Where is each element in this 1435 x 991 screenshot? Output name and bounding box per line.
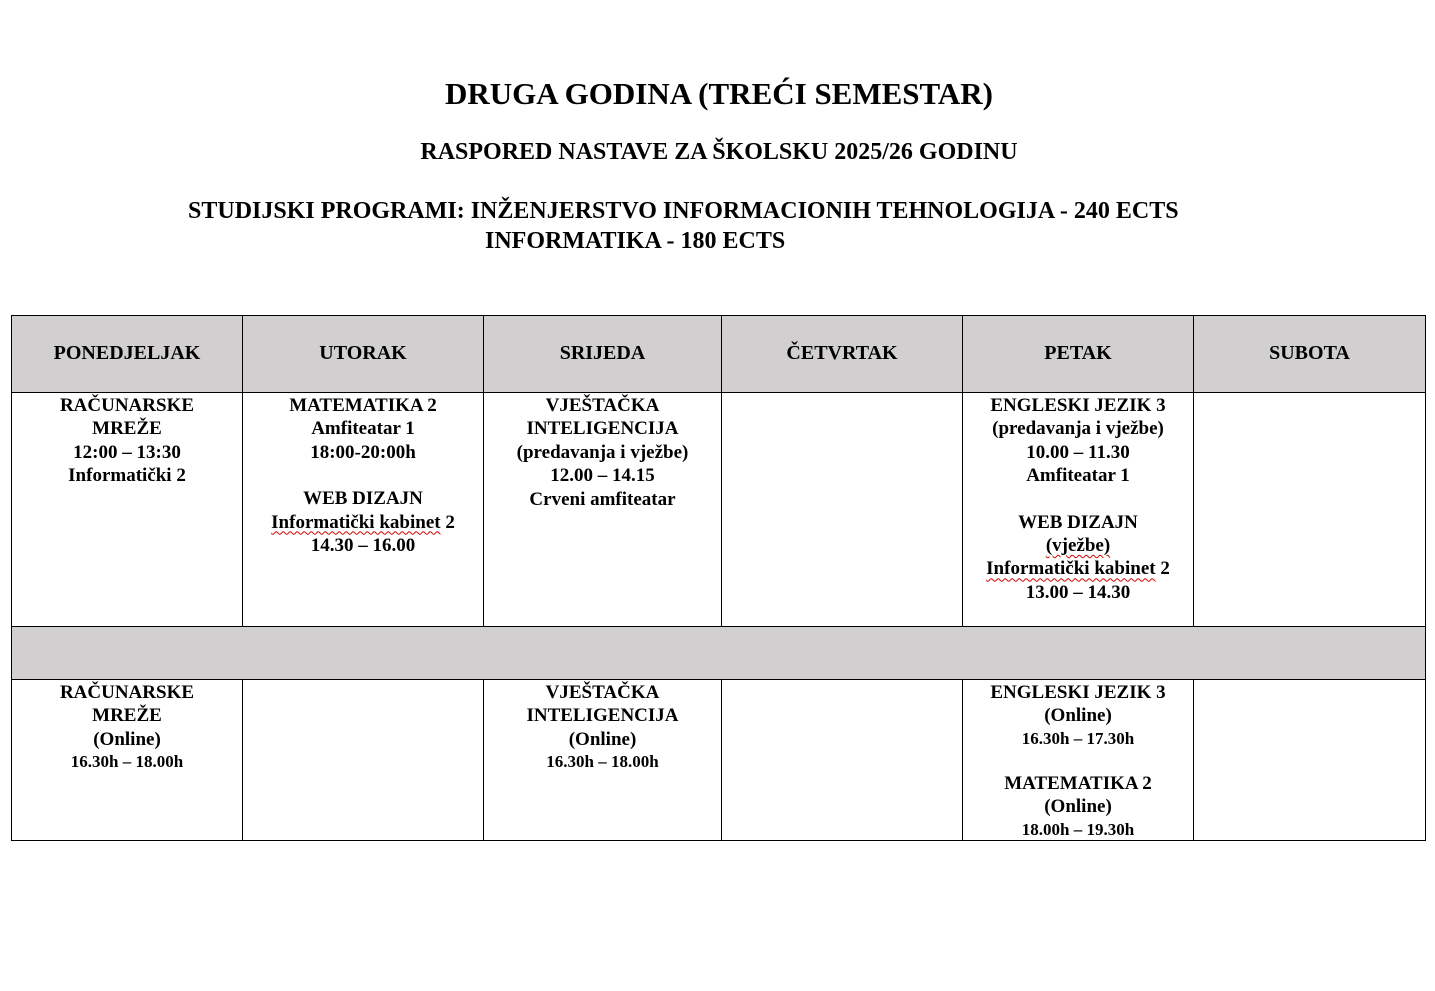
course-name: ENGLESKI JEZIK 3 (990, 682, 1166, 703)
cell-wednesday-row1 (484, 393, 722, 627)
course-room: Amfiteatar 1 (1026, 465, 1130, 487)
course-time: 12:00 – 13:30 (73, 441, 181, 463)
course-type: (Online) (93, 728, 161, 750)
cell-saturday-row2 (1194, 680, 1426, 841)
course-name: RAČUNARSKE (59, 682, 195, 703)
course-name: INTELIGENCIJA (526, 705, 679, 727)
course-name: RAČUNARSKE (59, 395, 195, 416)
spacer (243, 464, 483, 487)
spacer (963, 749, 1193, 772)
cell-thursday-row1 (722, 393, 963, 627)
course-type: (Online) (1044, 705, 1112, 727)
cell-monday-row1 (12, 393, 243, 627)
cell-thursday-row2 (722, 680, 963, 841)
course-name: MATEMATIKA 2 (289, 395, 437, 416)
table-row (12, 393, 1426, 627)
separator-cell (12, 627, 1426, 680)
course-room-name: Informatički kabinet (986, 558, 1156, 580)
course-time: 16.30h – 18.00h (546, 752, 659, 772)
course-room-number: 2 (440, 511, 455, 533)
course-room: Informatički 2 (68, 465, 186, 487)
course-room (243, 511, 483, 534)
course-time: 16.30h – 18.00h (70, 752, 184, 772)
course-type: (Online) (568, 728, 637, 750)
course-type: (predavanja i vježbe) (516, 441, 689, 463)
page-title: DRUGA GODINA (TREĆI SEMESTAR) (444, 76, 994, 111)
course-name: VJEŠTAČKA (545, 395, 660, 416)
cell-tuesday-row1 (243, 393, 484, 627)
day-header-monday: PONEDJELJAK (12, 316, 243, 393)
cell-monday-row2 (12, 680, 243, 841)
programs-line-1: STUDIJSKI PROGRAMI: INŽENJERSTVO INFORMACIONIH TEHNOLOGIJA - 240 ECTS (188, 198, 1179, 224)
course-room (963, 557, 1193, 580)
course-name: MREŽE (92, 418, 162, 440)
course-time: 18:00-20:00h (310, 441, 416, 463)
cell-friday-row2 (963, 680, 1194, 841)
schedule-table (11, 315, 1426, 841)
course-type: (predavanja i vježbe) (992, 418, 1164, 440)
course-name: WEB DIZAJN (1018, 511, 1138, 533)
cell-friday-row1 (963, 393, 1194, 627)
course-type: (Online) (1044, 796, 1112, 818)
course-time: 16.30h – 17.30h (1021, 728, 1135, 748)
cell-saturday-row1 (1194, 393, 1426, 627)
spacer (963, 488, 1193, 511)
course-name: MREŽE (92, 705, 162, 727)
course-name: MATEMATIKA 2 (1004, 772, 1152, 794)
course-time: 14.30 – 16.00 (310, 535, 416, 557)
day-header-friday: PETAK (963, 316, 1194, 393)
course-name: WEB DIZAJN (303, 488, 423, 510)
course-room: Amfiteatar 1 (311, 418, 415, 440)
course-name: VJEŠTAČKA (545, 682, 660, 703)
cell-tuesday-row2 (243, 680, 484, 841)
table-row (12, 680, 1426, 841)
course-room-number: 2 (1155, 558, 1170, 580)
cell-wednesday-row2 (484, 680, 722, 841)
day-header-thursday: ČETVRTAK (722, 316, 963, 393)
day-header-tuesday: UTORAK (243, 316, 484, 393)
course-room: Crveni amfiteatar (529, 488, 676, 510)
course-name: ENGLESKI JEZIK 3 (990, 395, 1166, 416)
day-header-saturday: SUBOTA (1194, 316, 1426, 393)
programs-line-2: INFORMATIKA - 180 ECTS (485, 228, 786, 254)
course-time: 12.00 – 14.15 (550, 465, 655, 487)
course-type: (vježbe) (1045, 535, 1111, 557)
table-separator-row (12, 627, 1426, 680)
table-header-row (12, 316, 1426, 393)
course-time: 13.00 – 14.30 (1025, 581, 1131, 603)
page-subtitle: RASPORED NASTAVE ZA ŠKOLSKU 2025/26 GODINU (420, 139, 1018, 165)
course-room-name: Informatički kabinet (271, 511, 441, 533)
day-header-wednesday: SRIJEDA (484, 316, 722, 393)
course-time: 10.00 – 11.30 (1026, 441, 1130, 463)
course-time: 18.00h – 19.30h (1021, 819, 1135, 839)
course-name: INTELIGENCIJA (526, 418, 679, 440)
